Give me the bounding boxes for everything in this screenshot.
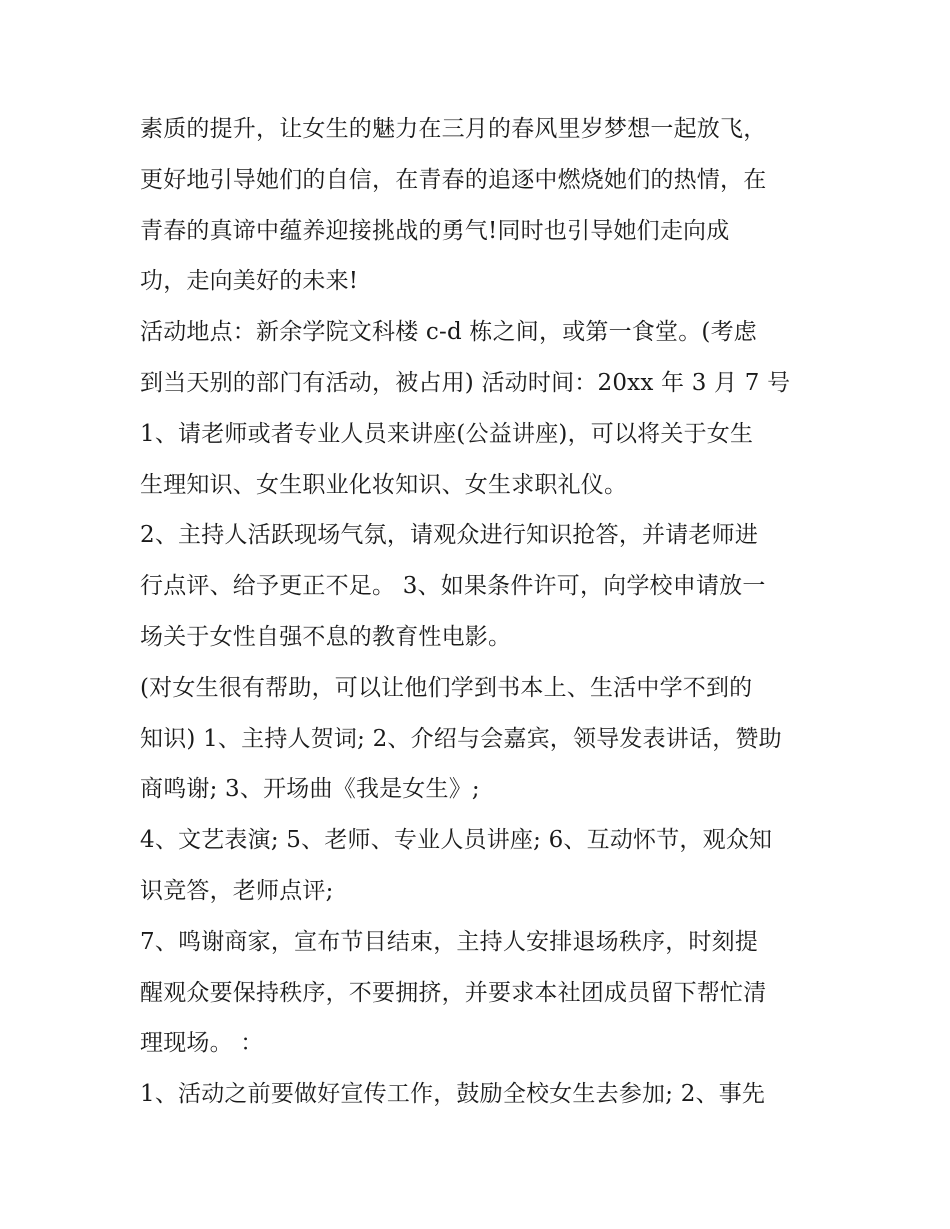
text-line: (对女生很有帮助，可以让他们学到书本上、生活中学不到的 — [140, 674, 753, 701]
text-line: 理现场。 ： — [140, 1030, 264, 1057]
text-line: 1、请老师或者专业人员来讲座(公益讲座)，可以将关于女生 — [140, 420, 754, 447]
text-line: 活动地点：新余学院文科楼 c-d 栋之间，或第一食堂。(考虑 — [140, 319, 757, 346]
text-line: 1、活动之前要做好宣传工作，鼓励全校女生去参加; 2、事先 — [140, 1081, 766, 1108]
text-line: 到当天别的部门有活动，被占用) 活动时间：20xx 年 3 月 7 号 — [140, 369, 791, 396]
text-line: 行点评、给予更正不足。 3、如果条件许可，向学校申请放一 — [140, 573, 766, 600]
text-line: 生理知识、女生职业化妆知识、女生求职礼仪。 — [140, 471, 628, 498]
text-line: 识竞答，老师点评; — [140, 877, 334, 904]
text-line: 素质的提升，让女生的魅力在三月的春风里岁梦想一起放飞， — [140, 116, 767, 142]
text-line: 功，走向美好的未来! — [140, 268, 359, 295]
body-text — [140, 104, 820, 1120]
text-line: 7、鸣谢商家，宣布节目结束，主持人安排退场秩序，时刻提 — [140, 928, 759, 955]
text-line: 4、文艺表演; 5、老师、专业人员讲座; 6、互动怀节，观众知 — [140, 827, 773, 854]
text-line: 醒观众要保持秩序，不要拥挤，并要求本社团成员留下帮忙清 — [140, 979, 767, 1006]
text-line: 2、主持人活跃现场气氛，请观众进行知识抢答，并请老师进 — [140, 522, 759, 549]
text-line: 更好地引导她们的自信，在青春的追逐中燃烧她们的热情，在 — [140, 166, 767, 193]
text-line: 场关于女性自强不息的教育性电影。 — [140, 623, 512, 650]
text-line: 商鸣谢; 3、开场曲《我是女生》; — [140, 776, 480, 803]
text-line: 知识) 1、主持人贺词; 2、介绍与会嘉宾，领导发表讲话，赞助 — [140, 725, 782, 752]
text-line: 青春的真谛中蕴养迎接挑战的勇气!同时也引导她们走向成 — [140, 217, 730, 244]
